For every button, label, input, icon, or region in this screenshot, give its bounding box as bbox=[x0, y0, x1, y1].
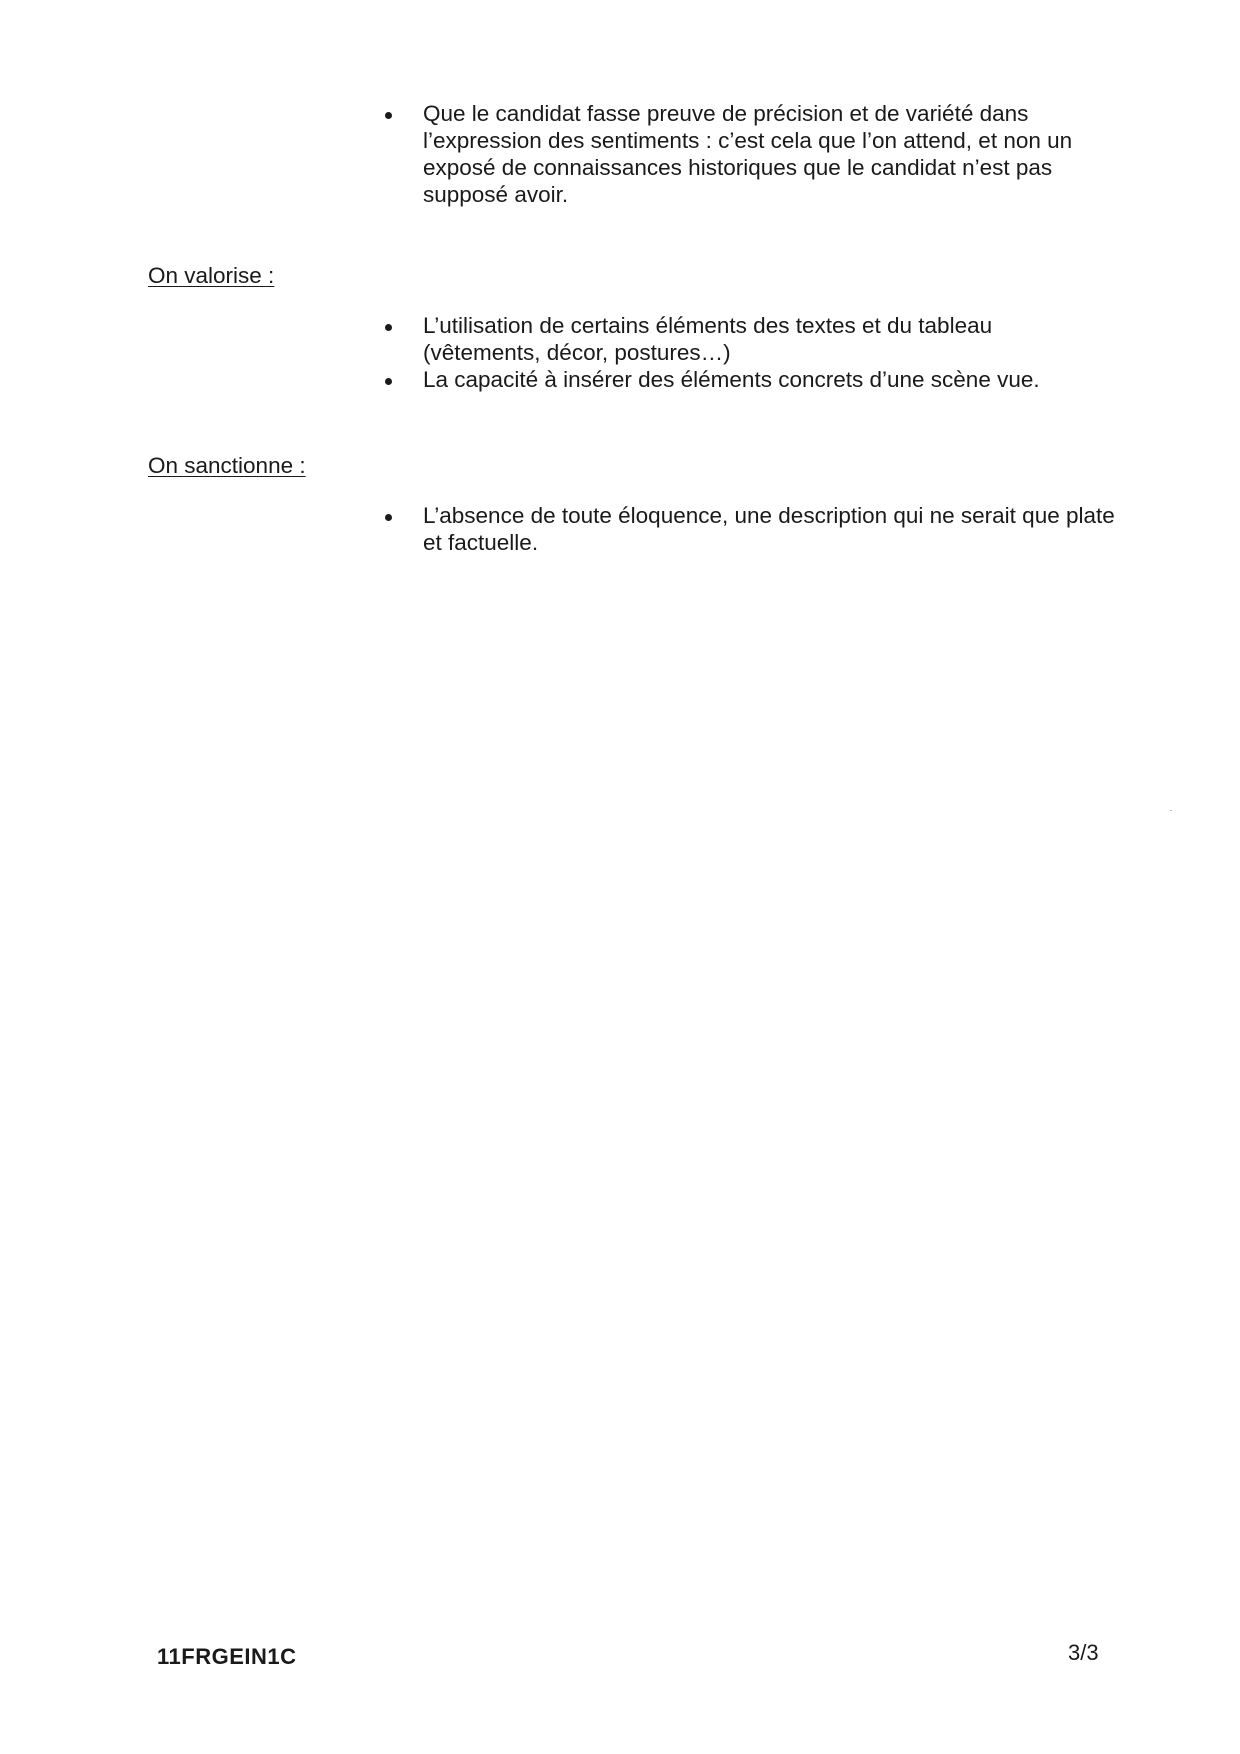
list-item-text: Que le candidat fasse preuve de précision et de variété dans l’expression des sentiments : c’est cela que l’on attend, et non un exposé de connaissances historiques que le candidat n’est pas supposé avoir. bbox=[423, 101, 1073, 207]
bullet-icon bbox=[385, 112, 392, 119]
sanctionne-bullet-list bbox=[385, 502, 1125, 556]
list-item bbox=[385, 366, 1125, 393]
bullet-icon bbox=[385, 378, 392, 385]
intro-bullet-list bbox=[385, 100, 1125, 208]
document-code: 11FRGEIN1C bbox=[157, 1644, 297, 1669]
list-item bbox=[385, 312, 1063, 366]
valorise-heading: On valorise : bbox=[148, 263, 275, 288]
list-item-text: L’utilisation de certains éléments des textes et du tableau (vêtements, décor, postures…) bbox=[423, 313, 993, 365]
list-item-text: La capacité à insérer des éléments concrets d’une scène vue. bbox=[423, 367, 1040, 392]
valorise-bullet-list bbox=[385, 312, 1125, 393]
bullet-icon bbox=[385, 514, 392, 521]
bullet-icon bbox=[385, 324, 392, 331]
sanctionne-heading: On sanctionne : bbox=[148, 453, 306, 478]
list-item bbox=[385, 100, 1125, 208]
scan-speck bbox=[1170, 810, 1172, 811]
list-item bbox=[385, 502, 1123, 556]
list-item-text: L’absence de toute éloquence, une description qui ne serait que plate et factuelle. bbox=[423, 503, 1115, 555]
page-number: 3/3 bbox=[1068, 1640, 1099, 1665]
